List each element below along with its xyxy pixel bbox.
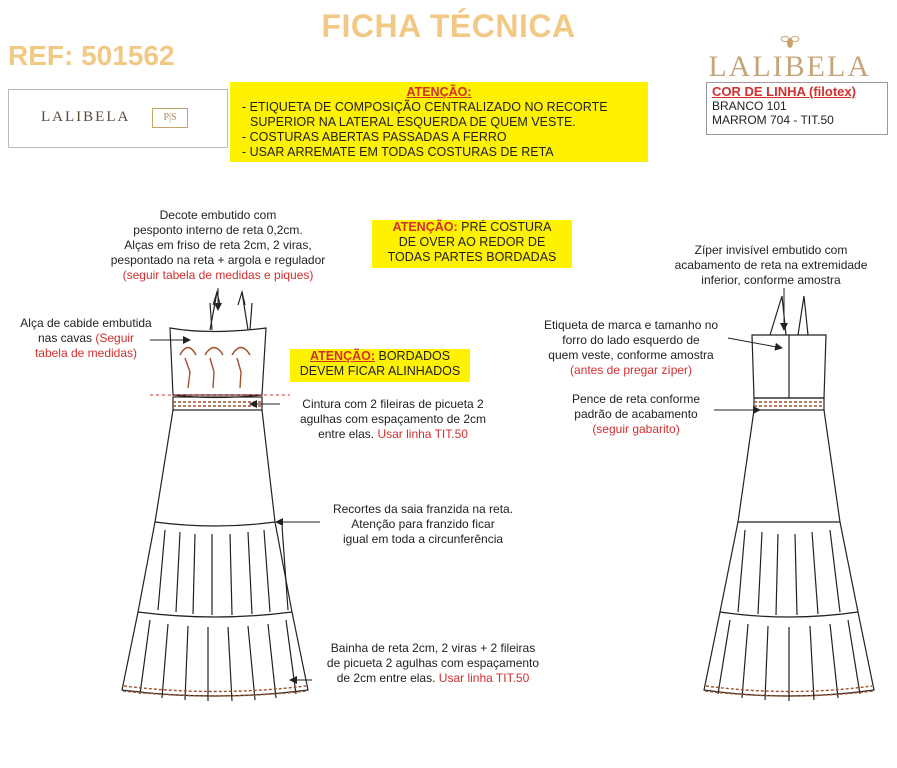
note-line: forro do lado esquerdo de — [562, 333, 700, 347]
note-line: Cintura com 2 fileiras de picueta 2 — [302, 397, 484, 411]
logo-name: LALIBELA — [41, 109, 131, 125]
note-line: Zíper invisível embutido com — [694, 243, 848, 257]
attention-embroidery-heading: ATENÇÃO: — [309, 349, 376, 363]
note-line: quem veste, conforme amostra — [548, 348, 714, 362]
note-line: pespontado na reta + argola e regulador — [110, 253, 326, 267]
thread-line: MARROM 704 - TIT.50 — [712, 113, 834, 127]
note-waist — [278, 397, 508, 442]
attention-line: PRÉ COSTURA — [457, 220, 552, 234]
attention-embroidery-box — [290, 349, 470, 382]
pointer-label — [728, 338, 782, 348]
note-line: Recortes da saia franzida na reta. — [332, 502, 514, 516]
note-line: Alça de cabide embutida — [20, 316, 152, 330]
attention-line: DE OVER AO REDOR DE — [398, 235, 546, 249]
note-line-red: (Seguir — [95, 331, 135, 345]
note-line: Alças em friso de reta 2cm, 2 viras, — [124, 238, 312, 252]
thread-line: BRANCO 101 — [712, 99, 787, 113]
note-line: de 2cm entre elas. — [336, 671, 439, 685]
note-line: acabamento de reta na extremidade — [674, 258, 868, 272]
attention-main-line: SUPERIOR NA LATERAL ESQUERDA DE QUEM VESTE. — [250, 115, 576, 129]
attention-line: TODAS PARTES BORDADAS — [387, 250, 557, 264]
note-line-red: Usar linha TIT.50 — [377, 427, 468, 441]
note-skirt — [318, 502, 528, 547]
note-line: igual em toda a circunferência — [342, 532, 504, 546]
logo-ps: P|S — [152, 108, 188, 128]
attention-line: DEVEM FICAR ALINHADOS — [299, 364, 461, 378]
note-line-red: (seguir tabela de medidas e piques) — [122, 268, 314, 282]
attention-overlock-heading: ATENÇÃO: — [392, 220, 458, 234]
note-line: inferior, conforme amostra — [701, 273, 841, 287]
note-line: Etiqueta de marca e tamanho no — [543, 318, 719, 332]
note-line: Decote embutido com — [159, 208, 277, 222]
note-zipper — [656, 243, 886, 288]
note-line: Pence de reta conforme — [571, 392, 701, 406]
note-line: padrão de acabamento — [574, 407, 698, 421]
reference-code: REF: 501562 — [8, 40, 175, 71]
note-line-red: tabela de medidas) — [34, 346, 138, 360]
attention-main-heading: ATENÇÃO: — [406, 85, 472, 99]
brand-name: LALIBELA — [708, 50, 871, 83]
note-line: Atenção para franzido ficar — [351, 517, 495, 531]
page-title: FICHA TÉCNICA — [321, 8, 576, 44]
attention-main-line: - USAR ARREMATE EM TODAS COSTURAS DE RETA — [242, 145, 554, 159]
note-line-red: (antes de pregar zíper) — [569, 363, 693, 377]
note-line-red: Usar linha TIT.50 — [438, 671, 530, 685]
note-label — [526, 318, 736, 378]
attention-overlock-box — [372, 220, 572, 268]
note-neckline — [88, 208, 348, 283]
attention-line: BORDADOS — [375, 349, 451, 363]
note-line: entre elas. — [318, 427, 378, 441]
note-line: agulhas com espaçamento de 2cm — [299, 412, 487, 426]
note-line: de picueta 2 agulhas com espaçamento — [326, 656, 540, 670]
attention-main-line: - COSTURAS ABERTAS PASSADAS A FERRO — [242, 130, 507, 144]
note-hanger — [4, 316, 168, 361]
note-line-red: (seguir gabarito) — [592, 422, 680, 436]
attention-main-line: - ETIQUETA DE COMPOSIÇÃO CENTRALIZADO NO RECORTE — [242, 100, 608, 114]
thread-heading: COR DE LINHA (filotex) — [712, 84, 856, 99]
note-hem — [308, 641, 558, 686]
note-line: Bainha de reta 2cm, 2 viras + 2 fileiras — [330, 641, 536, 655]
note-dart — [556, 392, 716, 437]
note-line: nas cavas — [37, 331, 96, 345]
note-line: pesponto interno de reta 0,2cm. — [133, 223, 303, 237]
